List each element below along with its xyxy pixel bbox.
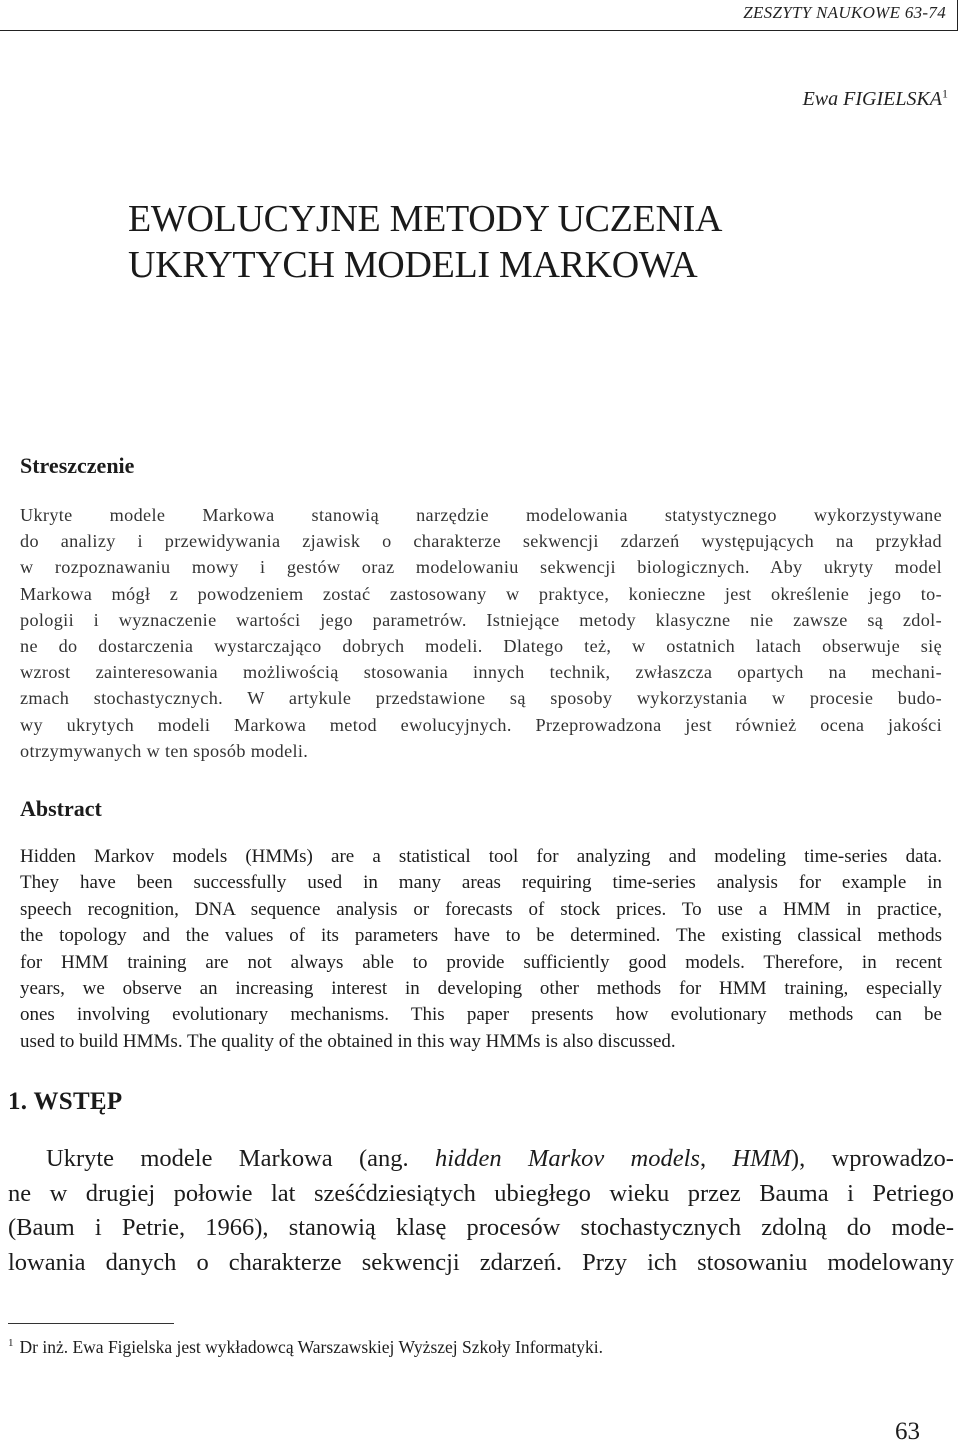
- title-line-1: EWOLUCYJNE METODY UCZENIA: [128, 198, 723, 240]
- body-text-run: Ukryte modele Markowa (ang.: [46, 1145, 435, 1172]
- streszczenie-line: Markowa mógł z powodzeniem zostać zastosowany w praktyce, konieczne jest określenie jego to-: [20, 583, 942, 604]
- title-line-2: UKRYTYCH MODELI MARKOWA: [128, 244, 698, 286]
- abstract-line: speech recognition, DNA sequence analysis or forecasts of stock prices. To use a HMM in practice,: [20, 898, 942, 920]
- abstract-heading: Abstract: [20, 796, 102, 821]
- section-body: [8, 1142, 954, 1280]
- streszczenie-line: pologii i wyznaczenie wartości jego parametrów. Istniejące metody klasyczne nie zawsze są zdol-: [20, 609, 942, 630]
- journal-running-head: ZESZYTY NAUKOWE 63-74: [743, 3, 946, 22]
- abstract-line: Hidden Markov models (HMMs) are a statistical tool for analyzing and modeling time-series data.: [20, 846, 942, 867]
- abstract-line: the topology and the values of its parameters have to be determined. The existing classical methods: [20, 925, 942, 947]
- footnote-text: Dr inż. Ewa Figielska jest wykładowcą Warszawskiej Wyższej Szkoły Informatyki.: [19, 1337, 603, 1357]
- body-line: (Baum i Petrie, 1966), stanowią klasę procesów stochastycznych zdolną do mode-: [8, 1214, 954, 1242]
- streszczenie-line: w rozpoznawaniu mowy i gestów oraz modelowaniu sekwencji biologicznych. Aby ukryty model: [20, 557, 942, 578]
- body-italic-term: hidden Markov models: [435, 1145, 700, 1172]
- body-text-run: ), wprowadzo-: [790, 1145, 954, 1172]
- streszczenie-line: wy ukrytych modeli Markowa metod ewolucyjnych. Przeprowadzona jest również ocena jakości: [20, 714, 942, 735]
- abstract-line: used to build HMMs. The quality of the obtained in this way HMMs is also discussed.: [20, 1030, 676, 1052]
- streszczenie-text: [20, 502, 942, 764]
- streszczenie-line: wzrost zainteresowania możliwością stosowania innych technik, zwłaszcza opartych na mechani-: [20, 662, 942, 683]
- footnote: [8, 1337, 603, 1358]
- streszczenie-line: Ukryte modele Markowa stanowią narzędzie modelowania statystycznego wykorzystywane: [20, 505, 942, 525]
- body-line: lowania danych o charakterze sekwencji zdarzeń. Przy ich stosowaniu modelowany: [8, 1248, 954, 1276]
- abstract-line: They have been successfully used in many areas requiring time-series analysis for example in: [20, 872, 942, 894]
- abstract-line: ones involving evolutionary mechanisms. This paper presents how evolutionary methods can be: [20, 1004, 942, 1026]
- paper-title: [128, 196, 888, 288]
- body-text-run: ,: [699, 1145, 733, 1172]
- page-number: 63: [895, 1418, 920, 1445]
- author-footnote-mark: 1: [942, 86, 948, 101]
- body-italic-abbrev: HMM: [732, 1145, 791, 1172]
- abstract-line: years, we observe an increasing interest in developing other methods for HMM training, especially: [20, 978, 942, 1000]
- streszczenie-line: otrzymywanych w ten sposób modeli.: [20, 740, 309, 761]
- footnote-mark: 1: [8, 1337, 14, 1350]
- streszczenie-line: ne do dostarczenia wystarczająco dobrych modeli. Dlatego też, w ostatnich latach obserwuje się: [20, 636, 942, 657]
- streszczenie-line: zmach stochastycznych. W artykule przedstawione są sposoby wykorzystania w procesie budo-: [20, 688, 942, 709]
- footnote-rule: [8, 1323, 174, 1324]
- author-name-text: Ewa FIGIELSKA: [802, 88, 942, 110]
- author-name: [803, 88, 948, 111]
- body-line: [8, 1142, 954, 1177]
- section-heading: 1. WSTĘP: [8, 1088, 123, 1115]
- abstract-line: for HMM training are not always able to provide sufficiently good models. Therefore, in recent: [20, 951, 942, 973]
- body-line: ne w drugiej połowie lat sześćdziesiątych ubiegłego wieku przez Bauma i Petriego: [8, 1179, 954, 1207]
- streszczenie-heading: Streszczenie: [20, 453, 135, 478]
- streszczenie-line: do analizy i przewidywania zjawisk o charakterze sekwencji zdarzeń występujących na przykład: [20, 531, 942, 552]
- abstract-text: [20, 844, 942, 1055]
